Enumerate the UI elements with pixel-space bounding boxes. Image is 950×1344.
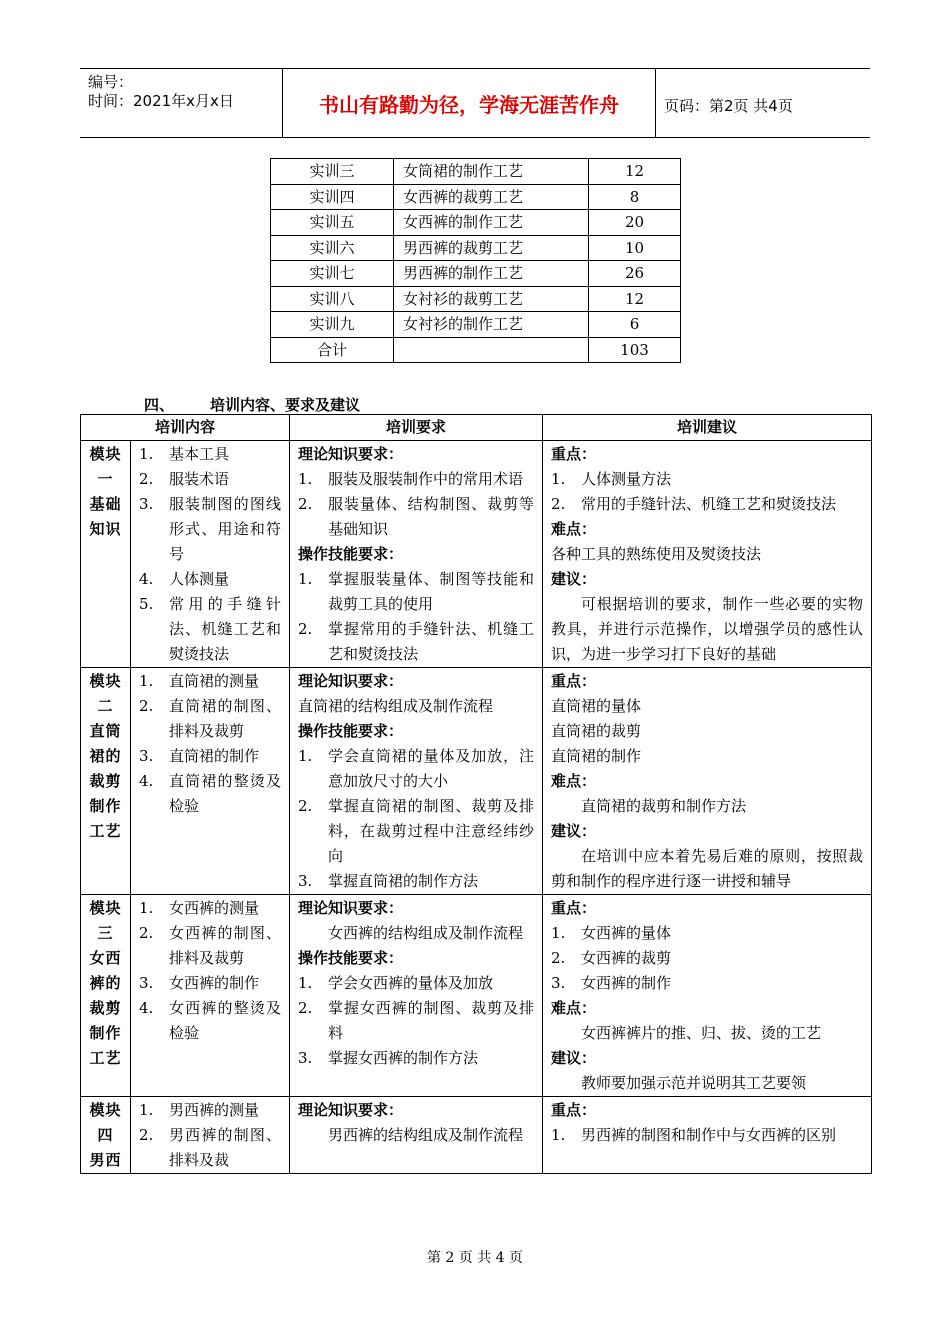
list-item <box>139 467 281 492</box>
theory-list <box>298 467 534 542</box>
item-number: 2. <box>551 495 566 513</box>
item-text: 男西裤的测量 <box>169 1101 260 1119</box>
list-item <box>551 946 863 971</box>
module-row <box>81 441 872 668</box>
item-number: 3. <box>139 747 154 765</box>
training-name: 实训三 <box>271 159 394 185</box>
module-name-line: 模块 <box>89 672 122 690</box>
table-row <box>271 184 681 210</box>
list-item <box>551 1123 863 1148</box>
item-number: 1. <box>139 899 154 917</box>
advice-text: 教师要加强示范并说明其工艺要领 <box>581 1074 807 1092</box>
training-hours: 12 <box>589 286 681 312</box>
item-number: 2. <box>139 1126 154 1144</box>
list-item <box>139 896 281 921</box>
key-point-line: 直筒裙的制作 <box>551 747 642 765</box>
item-text: 女西裤的裁剪 <box>581 949 672 967</box>
module-name-line: 裙的 <box>89 747 122 765</box>
list-item <box>139 492 281 567</box>
item-text: 掌握服装量体、制图等技能和裁剪工具的使用 <box>328 570 535 613</box>
item-text: 服装术语 <box>169 470 230 488</box>
module-row <box>81 1097 872 1174</box>
training-name: 实训七 <box>271 261 394 287</box>
item-number: 2. <box>139 470 154 488</box>
item-text: 女西裤的制作 <box>581 974 672 992</box>
list-item <box>139 442 281 467</box>
section-heading <box>144 394 360 415</box>
section-number: 四、 <box>144 396 175 414</box>
item-text: 基本工具 <box>169 445 230 463</box>
item-number: 1. <box>551 1126 566 1144</box>
training-name: 实训六 <box>271 235 394 261</box>
item-text: 服装量体、结构制图、裁剪等基础知识 <box>328 495 535 538</box>
training-name: 实训五 <box>271 210 394 236</box>
module-name-line: 知识 <box>89 520 122 538</box>
item-number: 2. <box>551 949 566 967</box>
theory-label: 理论知识要求： <box>298 445 404 463</box>
list-item <box>298 971 534 996</box>
table-row <box>271 210 681 236</box>
list-item <box>298 617 534 667</box>
item-number: 3. <box>551 974 566 992</box>
list-item <box>139 694 281 744</box>
training-content: 女西裤的裁剪工艺 <box>394 184 589 210</box>
module-name-line: 一 <box>97 470 114 488</box>
module-name-line: 模块 <box>89 1101 122 1119</box>
difficulty-label: 难点： <box>551 999 597 1017</box>
item-text: 学会直筒裙的量体及加放，注意加放尺寸的大小 <box>328 747 535 790</box>
list-item <box>139 669 281 694</box>
module-name-line: 基础 <box>89 495 122 513</box>
module-contents <box>131 895 290 1097</box>
page-header <box>80 68 870 138</box>
item-text: 女西裤的测量 <box>169 899 260 917</box>
item-number: 4. <box>139 570 154 588</box>
list-item <box>298 1046 534 1071</box>
item-number: 2. <box>139 697 154 715</box>
key-points-label: 重点： <box>551 1101 597 1119</box>
item-number: 4. <box>139 999 154 1017</box>
module-contents <box>131 441 290 668</box>
item-number: 1. <box>551 924 566 942</box>
training-content: 女西裤的制作工艺 <box>394 210 589 236</box>
page-footer: 第 2 页 共 4 页 <box>426 1250 524 1266</box>
list-item <box>139 744 281 769</box>
advice-text: 在培训中应本着先易后难的原则，按照裁剪和制作的程序进行逐一讲授和辅导 <box>551 847 864 890</box>
list-item <box>551 492 863 517</box>
item-text: 掌握女西裤的制图、裁剪及排料 <box>328 999 535 1042</box>
item-number: 2. <box>298 620 313 638</box>
module-name-line: 二 <box>97 697 114 715</box>
key-points-list <box>551 921 863 996</box>
module-name <box>81 668 131 895</box>
training-content: 女筒裙的制作工艺 <box>394 159 589 185</box>
skill-list <box>298 744 534 894</box>
list-item <box>298 996 534 1046</box>
table-row <box>271 235 681 261</box>
key-points-label: 重点： <box>551 672 597 690</box>
item-text: 直筒裙的整烫及检验 <box>169 772 282 815</box>
item-text: 男西裤的制图和制作中与女西裤的区别 <box>581 1126 837 1144</box>
item-text: 直筒裙的测量 <box>169 672 260 690</box>
training-content: 男西裤的裁剪工艺 <box>394 235 589 261</box>
header-meta <box>88 73 234 111</box>
header-content: 培训内容 <box>81 415 290 441</box>
item-text: 掌握常用的手缝针法、机缝工艺和熨烫技法 <box>328 620 535 663</box>
module-name-line: 制作 <box>89 797 122 815</box>
item-number: 1. <box>139 672 154 690</box>
module-name-line: 直筒 <box>89 722 122 740</box>
advice-label: 建议： <box>551 822 597 840</box>
module-requirements <box>290 895 543 1097</box>
training-name: 实训四 <box>271 184 394 210</box>
module-suggestions <box>543 441 872 668</box>
list-item <box>298 794 534 869</box>
skill-label: 操作技能要求： <box>298 949 404 967</box>
item-text: 掌握直筒裙的制作方法 <box>328 872 479 890</box>
key-point-line: 直筒裙的量体 <box>551 697 642 715</box>
module-name <box>81 895 131 1097</box>
table-row <box>271 159 681 185</box>
module-name-line: 三 <box>97 924 114 942</box>
theory-text: 女西裤的结构组成及制作流程 <box>328 924 524 942</box>
training-hours-table <box>270 158 681 363</box>
training-name: 实训八 <box>271 286 394 312</box>
theory-label: 理论知识要求： <box>298 1101 404 1119</box>
item-number: 1. <box>298 570 313 588</box>
difficulty-text: 女西裤裤片的推、归、拔、烫的工艺 <box>581 1024 822 1042</box>
list-item <box>551 921 863 946</box>
item-text: 女西裤的制作 <box>169 974 260 992</box>
module-name-line: 裤的 <box>89 974 122 992</box>
content-list <box>139 896 281 1046</box>
table-row <box>271 312 681 338</box>
item-number: 3. <box>298 872 313 890</box>
item-text: 常用的手缝针法、机缝工艺和熨烫技法 <box>581 495 837 513</box>
module-suggestions <box>543 895 872 1097</box>
table-header-row <box>81 415 872 441</box>
module-name-line: 工艺 <box>89 822 122 840</box>
list-item <box>551 971 863 996</box>
module-name-line: 裁剪 <box>89 772 122 790</box>
item-number: 5. <box>139 595 154 613</box>
list-item <box>139 592 281 667</box>
section-title: 培训内容、要求及建议 <box>210 396 361 414</box>
module-contents <box>131 668 290 895</box>
theory-text: 男西裤的结构组成及制作流程 <box>328 1126 524 1144</box>
item-text: 常用的手缝针法、机缝工艺和熨烫技法 <box>169 595 282 663</box>
difficulty-label: 难点： <box>551 772 597 790</box>
training-content: 女衬衫的制作工艺 <box>394 312 589 338</box>
item-number: 3. <box>298 1049 313 1067</box>
module-contents <box>131 1097 290 1174</box>
training-name: 实训九 <box>271 312 394 338</box>
number-label: 编号： <box>88 73 134 91</box>
item-text: 人体测量 <box>169 570 230 588</box>
item-number: 2. <box>298 999 313 1017</box>
item-text: 服装及服装制作中的常用术语 <box>328 470 524 488</box>
date-label: 时间：2021年x月x日 <box>88 92 234 110</box>
training-content-table <box>80 414 872 1174</box>
module-row <box>81 895 872 1097</box>
list-item <box>139 996 281 1046</box>
module-name <box>81 441 131 668</box>
module-name-line: 裁剪 <box>89 999 122 1017</box>
training-hours: 8 <box>589 184 681 210</box>
theory-label: 理论知识要求： <box>298 899 404 917</box>
list-item <box>139 769 281 819</box>
item-number: 1. <box>551 470 566 488</box>
training-content: 女衬衫的裁剪工艺 <box>394 286 589 312</box>
module-name-line: 模块 <box>89 445 122 463</box>
training-content: 男西裤的制作工艺 <box>394 261 589 287</box>
training-name: 合计 <box>271 337 394 363</box>
content-list <box>139 442 281 667</box>
item-text: 男西裤的制图、排料及裁 <box>169 1126 282 1169</box>
module-suggestions <box>543 1097 872 1174</box>
skill-list <box>298 567 534 667</box>
key-points-list <box>551 467 863 517</box>
list-item <box>298 869 534 894</box>
module-name-line: 工艺 <box>89 1049 122 1067</box>
item-number: 2. <box>139 924 154 942</box>
list-item <box>139 567 281 592</box>
list-item <box>139 921 281 971</box>
item-number: 1. <box>139 1101 154 1119</box>
skill-label: 操作技能要求： <box>298 545 404 563</box>
advice-label: 建议： <box>551 1049 597 1067</box>
difficulty-label: 难点： <box>551 520 597 538</box>
list-item <box>551 467 863 492</box>
module-name-line: 制作 <box>89 1024 122 1042</box>
content-list <box>139 1098 281 1173</box>
training-hours: 20 <box>589 210 681 236</box>
training-hours: 26 <box>589 261 681 287</box>
skill-label: 操作技能要求： <box>298 722 404 740</box>
skill-list <box>298 971 534 1071</box>
list-item <box>139 1123 281 1173</box>
advice-label: 建议： <box>551 570 597 588</box>
item-text: 掌握女西裤的制作方法 <box>328 1049 479 1067</box>
difficulty-text: 各种工具的熟练使用及熨烫技法 <box>551 545 762 563</box>
training-hours: 10 <box>589 235 681 261</box>
module-name-line: 女西 <box>89 949 122 967</box>
header-suggestions: 培训建议 <box>543 415 872 441</box>
training-hours: 103 <box>589 337 681 363</box>
key-points-label: 重点： <box>551 899 597 917</box>
list-item <box>298 492 534 542</box>
module-requirements <box>290 1097 543 1174</box>
item-number: 1. <box>298 974 313 992</box>
header-motto: 书山有路勤为径，学海无涯苦作舟 <box>282 69 656 137</box>
item-text: 人体测量方法 <box>581 470 672 488</box>
item-number: 4. <box>139 772 154 790</box>
item-text: 女西裤的量体 <box>581 924 672 942</box>
list-item <box>139 1098 281 1123</box>
item-number: 1. <box>298 470 313 488</box>
item-text: 直筒裙的制图、排料及裁剪 <box>169 697 282 740</box>
theory-text: 直筒裙的结构组成及制作流程 <box>298 697 494 715</box>
item-number: 3. <box>139 974 154 992</box>
module-name-line: 四 <box>97 1126 114 1144</box>
item-text: 女西裤的制图、排料及裁剪 <box>169 924 282 967</box>
item-number: 2. <box>298 797 313 815</box>
list-item <box>298 467 534 492</box>
advice-text: 可根据培训的要求，制作一些必要的实物教具，并进行示范操作，以增强学员的感性认识，为进一步学习打下良好的基础 <box>551 595 864 663</box>
item-number: 1. <box>298 747 313 765</box>
item-text: 掌握直筒裙的制图、裁剪及排料，在裁剪过程中注意经纬纱向 <box>328 797 535 865</box>
key-point-line: 直筒裙的裁剪 <box>551 722 642 740</box>
module-row <box>81 668 872 895</box>
module-name-line: 模块 <box>89 899 122 917</box>
content-list <box>139 669 281 819</box>
list-item <box>298 744 534 794</box>
module-requirements <box>290 668 543 895</box>
table-row <box>271 261 681 287</box>
key-points-label: 重点： <box>551 445 597 463</box>
header-requirements: 培训要求 <box>290 415 543 441</box>
item-number: 2. <box>298 495 313 513</box>
module-name-line: 男西 <box>89 1151 122 1169</box>
item-number: 1. <box>139 445 154 463</box>
module-suggestions <box>543 668 872 895</box>
training-content <box>394 337 589 363</box>
theory-label: 理论知识要求： <box>298 672 404 690</box>
table-row <box>271 286 681 312</box>
item-number: 3. <box>139 495 154 513</box>
module-name <box>81 1097 131 1174</box>
training-hours: 6 <box>589 312 681 338</box>
difficulty-text: 直筒裙的裁剪和制作方法 <box>581 797 747 815</box>
item-text: 学会女西裤的量体及加放 <box>328 974 494 992</box>
item-text: 直筒裙的制作 <box>169 747 260 765</box>
item-text: 服装制图的图线形式、用途和符号 <box>169 495 282 563</box>
training-hours: 12 <box>589 159 681 185</box>
list-item <box>139 971 281 996</box>
item-text: 女西裤的整烫及检验 <box>169 999 282 1042</box>
table-row <box>271 337 681 363</box>
list-item <box>298 567 534 617</box>
key-points-list <box>551 1123 863 1148</box>
header-page-label: 页码：第2页 共4页 <box>664 97 793 115</box>
module-requirements <box>290 441 543 668</box>
